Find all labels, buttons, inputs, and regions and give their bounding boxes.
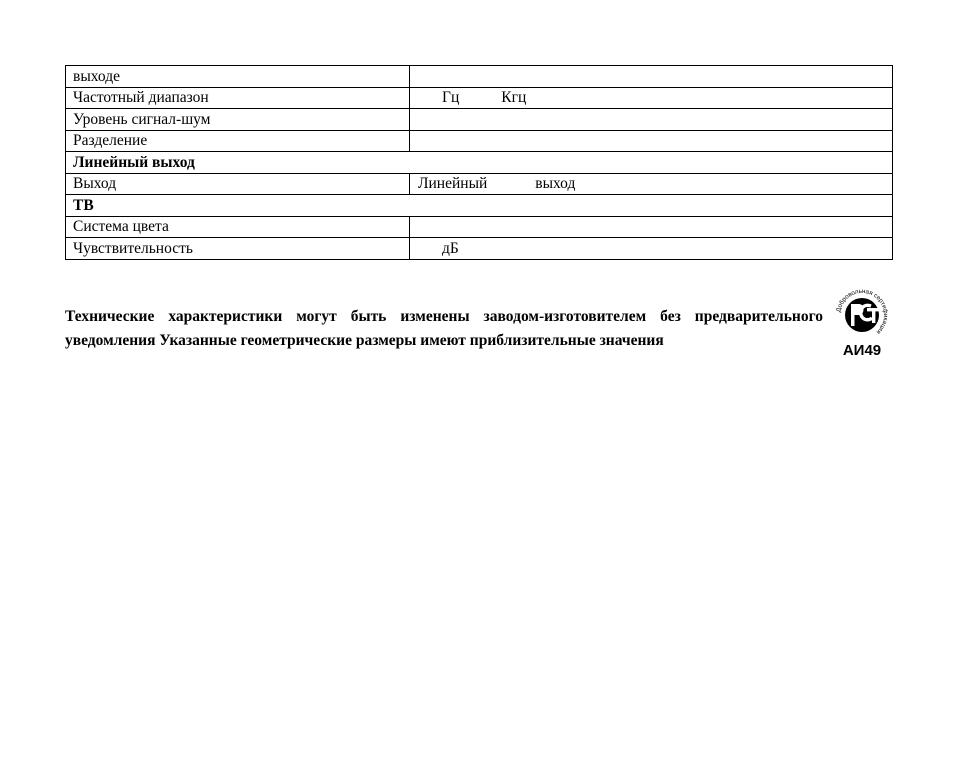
row-label: Выход [66,173,410,195]
certification-mark [834,284,890,364]
ring-text: Добровольная сертификация [835,287,890,336]
row-value [410,173,893,195]
table-row [66,216,893,238]
specifications-table [65,65,893,260]
table-row [66,173,893,195]
row-value [410,238,893,260]
disclaimer-note: Технические характеристики могут быть изменены заводом-изготовителем без предварительного уведомления Указанные геометрические размеры имеют приблизительные значения [65,307,823,349]
row-label: Разделение [66,130,410,152]
row-label: выходе [66,66,410,88]
row-value [410,87,893,109]
table-row [66,238,893,260]
section-heading: Линейный выход [66,152,893,174]
table-row [66,87,893,109]
unit-hz: Гц [442,89,460,106]
section-row [66,195,893,217]
rostest-logo-icon [834,284,890,342]
row-label: Чувствительность [66,238,410,260]
row-label: Уровень сигнал-шум [66,109,410,131]
certification-code: АИ49 [842,342,882,359]
row-value [410,109,893,131]
row-label: Система цвета [66,216,410,238]
value-output: выход [535,175,576,192]
value-linear: Линейный [418,175,488,192]
unit-db: дБ [442,239,459,257]
row-value [410,66,893,88]
table-row [66,66,893,88]
unit-khz: Кгц [501,89,527,106]
row-value [410,216,893,238]
table-row [66,109,893,131]
table-row [66,130,893,152]
row-label: Частотный диапазон [66,87,410,109]
row-value [410,130,893,152]
section-heading: ТВ [66,195,893,217]
section-row [66,152,893,174]
